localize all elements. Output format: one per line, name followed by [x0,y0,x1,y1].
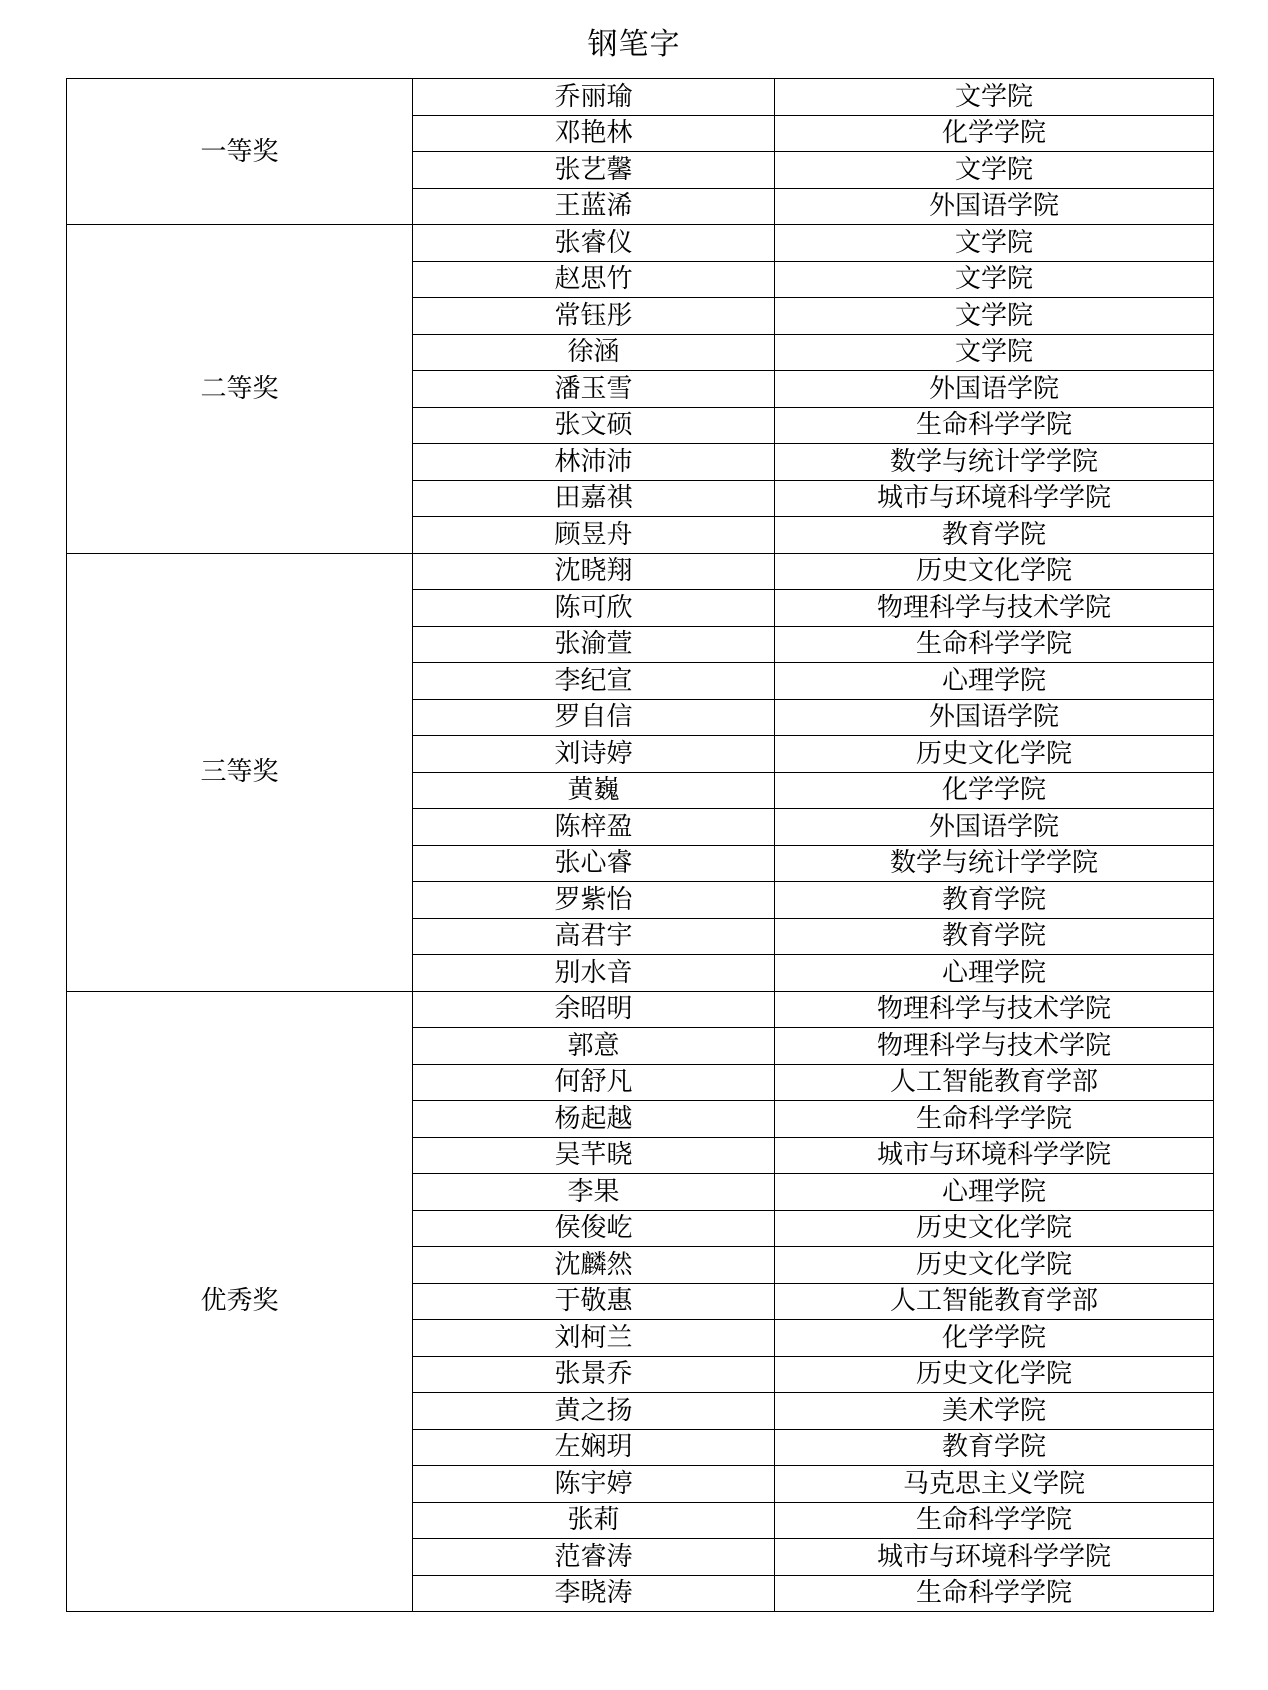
table-row [67,225,1214,262]
winner-name-cell: 顾昱舟 [413,517,775,554]
college-cell: 生命科学学院 [775,1502,1214,1539]
college-cell: 数学与统计学学院 [775,444,1214,481]
winner-name-cell: 张文硕 [413,407,775,444]
winner-name-cell: 杨起越 [413,1101,775,1138]
college-cell: 文学院 [775,79,1214,116]
winner-name-cell: 于敬惠 [413,1283,775,1320]
college-cell: 外国语学院 [775,809,1214,846]
winner-name-cell: 高君宇 [413,918,775,955]
winner-name-cell: 侯俊屹 [413,1210,775,1247]
college-cell: 化学学院 [775,115,1214,152]
college-cell: 外国语学院 [775,371,1214,408]
award-level-cell: 二等奖 [67,225,413,554]
college-cell: 文学院 [775,261,1214,298]
college-cell: 化学学院 [775,1320,1214,1357]
winner-name-cell: 张莉 [413,1502,775,1539]
winner-name-cell: 沈麟然 [413,1247,775,1284]
award-table [66,78,1214,1612]
winner-name-cell: 常钰彤 [413,298,775,335]
college-cell: 数学与统计学学院 [775,845,1214,882]
college-cell: 生命科学学院 [775,407,1214,444]
college-cell: 历史文化学院 [775,553,1214,590]
college-cell: 文学院 [775,152,1214,189]
college-cell: 心理学院 [775,955,1214,992]
college-cell: 外国语学院 [775,188,1214,225]
award-level-cell: 一等奖 [67,79,413,225]
college-cell: 化学学院 [775,772,1214,809]
college-cell: 物理科学与技术学院 [775,590,1214,627]
college-cell: 心理学院 [775,1174,1214,1211]
winner-name-cell: 陈梓盈 [413,809,775,846]
winner-name-cell: 田嘉祺 [413,480,775,517]
college-cell: 教育学院 [775,1429,1214,1466]
winner-name-cell: 王蓝浠 [413,188,775,225]
winner-name-cell: 林沛沛 [413,444,775,481]
winner-name-cell: 郭意 [413,1028,775,1065]
winner-name-cell: 乔丽瑜 [413,79,775,116]
winner-name-cell: 左娴玥 [413,1429,775,1466]
winner-name-cell: 张艺馨 [413,152,775,189]
winner-name-cell: 沈晓翔 [413,553,775,590]
winner-name-cell: 何舒凡 [413,1064,775,1101]
winner-name-cell: 罗紫怡 [413,882,775,919]
table-row [67,991,1214,1028]
award-table-body [67,79,1214,1612]
winner-name-cell: 陈可欣 [413,590,775,627]
college-cell: 城市与环境科学学院 [775,1137,1214,1174]
award-level-cell: 三等奖 [67,553,413,991]
winner-name-cell: 张心睿 [413,845,775,882]
winner-name-cell: 李晓涛 [413,1575,775,1612]
college-cell: 历史文化学院 [775,1356,1214,1393]
winner-name-cell: 刘柯兰 [413,1320,775,1357]
college-cell: 教育学院 [775,517,1214,554]
winner-name-cell: 罗自信 [413,699,775,736]
winner-name-cell: 徐涵 [413,334,775,371]
winner-name-cell: 李果 [413,1174,775,1211]
college-cell: 历史文化学院 [775,1247,1214,1284]
college-cell: 生命科学学院 [775,1101,1214,1138]
college-cell: 人工智能教育学部 [775,1064,1214,1101]
college-cell: 城市与环境科学学院 [775,480,1214,517]
winner-name-cell: 李纪宣 [413,663,775,700]
college-cell: 教育学院 [775,882,1214,919]
college-cell: 城市与环境科学学院 [775,1539,1214,1576]
winner-name-cell: 刘诗婷 [413,736,775,773]
college-cell: 美术学院 [775,1393,1214,1430]
college-cell: 人工智能教育学部 [775,1283,1214,1320]
college-cell: 心理学院 [775,663,1214,700]
winner-name-cell: 吴芊晓 [413,1137,775,1174]
college-cell: 外国语学院 [775,699,1214,736]
winner-name-cell: 潘玉雪 [413,371,775,408]
college-cell: 文学院 [775,225,1214,262]
college-cell: 生命科学学院 [775,1575,1214,1612]
college-cell: 文学院 [775,334,1214,371]
winner-name-cell: 张景乔 [413,1356,775,1393]
award-level-cell: 优秀奖 [67,991,413,1612]
winner-name-cell: 别水音 [413,955,775,992]
college-cell: 马克思主义学院 [775,1466,1214,1503]
winner-name-cell: 赵思竹 [413,261,775,298]
table-row [67,553,1214,590]
winner-name-cell: 范睿涛 [413,1539,775,1576]
winner-name-cell: 张渝萱 [413,626,775,663]
winner-name-cell: 邓艳林 [413,115,775,152]
college-cell: 文学院 [775,298,1214,335]
page-title: 钢笔字 [587,27,681,62]
college-cell: 历史文化学院 [775,736,1214,773]
winner-name-cell: 陈宇婷 [413,1466,775,1503]
college-cell: 物理科学与技术学院 [775,991,1214,1028]
winner-name-cell: 黄之扬 [413,1393,775,1430]
college-cell: 物理科学与技术学院 [775,1028,1214,1065]
winner-name-cell: 黄巍 [413,772,775,809]
winner-name-cell: 张睿仪 [413,225,775,262]
winner-name-cell: 余昭明 [413,991,775,1028]
college-cell: 生命科学学院 [775,626,1214,663]
college-cell: 教育学院 [775,918,1214,955]
college-cell: 历史文化学院 [775,1210,1214,1247]
table-row [67,79,1214,116]
